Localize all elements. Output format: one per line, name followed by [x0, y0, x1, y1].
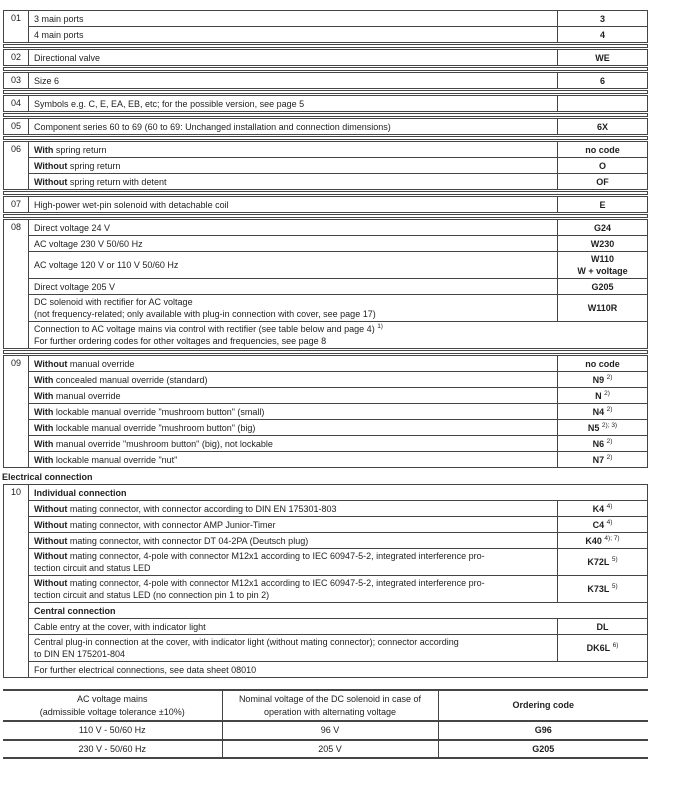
group-number: 08 [4, 220, 29, 348]
table-row [29, 485, 647, 500]
row-code: K40 $^{4); 7)}$ [557, 533, 647, 548]
group-number: 06 [4, 142, 29, 189]
ordering-group-09 [3, 355, 648, 468]
row-code: C4 $^{4)}$ [557, 517, 647, 532]
table-row [29, 575, 647, 602]
voltage-table-row [3, 721, 648, 740]
group-number: 04 [4, 96, 29, 111]
table-row [29, 602, 647, 618]
row-code: N $^{2)}$ [557, 388, 647, 403]
table-row [29, 321, 647, 348]
row-description: With manual override "mushroom button" (big), not lockable [34, 438, 273, 449]
row-description: Without spring return [34, 160, 121, 171]
row-code: N6 $^{2)}$ [557, 436, 647, 451]
table-row [29, 96, 647, 111]
row-code: OF [557, 174, 647, 189]
ordering-group-07 [3, 196, 648, 213]
row-description: Without mating connector, with connector AMP Junior-Timer [34, 519, 276, 530]
group-rows [29, 11, 647, 42]
row-description: Without mating connector, with connector DT 04-2PA (Deutsch plug) [34, 535, 309, 546]
ordering-group-04 [3, 95, 648, 112]
table-row [29, 516, 647, 532]
row-description: AC voltage 230 V 50/60 Hz [34, 238, 143, 249]
ordering-group-08 [3, 219, 648, 349]
table-row [29, 197, 647, 212]
table-row [29, 387, 647, 403]
table-row [29, 419, 647, 435]
group-rows [29, 142, 647, 189]
table-row [29, 500, 647, 516]
group-number: 01 [4, 11, 29, 42]
group-rows [29, 356, 647, 467]
group-separator [3, 67, 648, 71]
row-description: For further electrical connections, see data sheet 08010 [34, 664, 257, 675]
electrical-connection-heading: Electrical connection [2, 472, 93, 482]
table-row [29, 235, 647, 251]
table-row [29, 548, 647, 575]
ordering-group-01 [3, 10, 648, 43]
row-description: Direct voltage 24 V [34, 222, 111, 233]
row-description: Symbols e.g. C, E, EA, EB, etc; for the possible version, see page 5 [34, 98, 305, 109]
row-code: W110R [557, 295, 647, 321]
voltage-table-header-cell: AC voltage mains (admissible voltage tolerance ±10%) [3, 690, 222, 721]
ordering-group-05 [3, 118, 648, 135]
table-row [29, 356, 647, 371]
row-description: Size 6 [34, 75, 60, 86]
voltage-table-cell: 96 V [222, 721, 438, 740]
ordering-group-06 [3, 141, 648, 190]
ordering-group-10 [3, 484, 648, 678]
group-rows [29, 73, 647, 88]
group-number: 10 [4, 485, 29, 677]
row-description: Without mating connector, 4-pole with connector M12x1 according to IEC 60947-5-2, integrated interference pro- tection circuit and status LED (no connection pin 1 to pin 2) [34, 578, 485, 600]
group-separator [3, 44, 648, 48]
table-row [29, 618, 647, 634]
ac-voltage-mains-table [3, 689, 648, 759]
row-description: Connection to AC voltage mains via control with rectifier (see table below and page 4) $^{1)}$ For further ordering codes for other voltages and frequencies, see page 8 [34, 323, 383, 346]
row-code: 3 [557, 11, 647, 26]
row-code: 6X [557, 119, 647, 134]
row-description: Without spring return with detent [34, 176, 167, 187]
row-description: 4 main ports [34, 29, 84, 40]
row-description: Directional valve [34, 52, 101, 63]
group-number: 05 [4, 119, 29, 134]
row-description: Direct voltage 205 V [34, 281, 116, 292]
row-code: E [557, 197, 647, 212]
row-description: Without mating connector, 4-pole with connector M12x1 according to IEC 60947-5-2, integrated interference pro- tection circuit and status LED [34, 551, 485, 573]
group-rows [29, 96, 647, 111]
row-description: With manual override [34, 390, 121, 401]
voltage-table-cell: 110 V - 50/60 Hz [3, 721, 222, 740]
row-description: AC voltage 120 V or 110 V 50/60 Hz [34, 260, 179, 270]
row-code: G205 [557, 279, 647, 294]
table-row [29, 73, 647, 88]
table-row [29, 173, 647, 189]
row-code: G24 [557, 220, 647, 235]
row-description: Without manual override [34, 358, 135, 369]
table-row [29, 294, 647, 321]
voltage-table-header-cell: Ordering code [438, 690, 648, 721]
table-row [29, 220, 647, 235]
group-separator [3, 136, 648, 140]
ordering-code-table [3, 10, 680, 678]
table-row [29, 119, 647, 134]
row-description: With spring return [34, 144, 107, 155]
table-row [29, 371, 647, 387]
row-code: W110 W + voltage [557, 252, 647, 278]
row-description: Individual connection [34, 487, 127, 498]
group-number: 09 [4, 356, 29, 467]
voltage-table-cell: 230 V - 50/60 Hz [3, 740, 222, 759]
table-row [29, 11, 647, 26]
row-code: K73L $^{5)}$ [557, 576, 647, 602]
row-description: 3 main ports [34, 13, 84, 24]
voltage-table-cell: G96 [438, 721, 648, 740]
group-rows [29, 485, 647, 677]
table-row [29, 403, 647, 419]
row-code: 4 [557, 27, 647, 42]
row-code: DL [557, 619, 647, 634]
row-description: Central connection [34, 605, 116, 616]
row-description: With lockable manual override "nut" [34, 454, 178, 465]
row-code: N4 $^{2)}$ [557, 404, 647, 419]
row-code: WE [557, 50, 647, 65]
row-code: W230 [557, 236, 647, 251]
table-row [29, 26, 647, 42]
row-code: no code [557, 356, 647, 371]
group-separator [3, 214, 648, 218]
table-row [29, 451, 647, 467]
row-code: no code [557, 142, 647, 157]
row-code: N7 $^{2)}$ [557, 452, 647, 467]
row-code: O [557, 158, 647, 173]
table-row [29, 532, 647, 548]
voltage-table-cell: G205 [438, 740, 648, 759]
row-description: With lockable manual override "mushroom button" (small) [34, 406, 265, 417]
group-rows [29, 220, 647, 348]
voltage-table-cell: 205 V [222, 740, 438, 759]
group-rows [29, 50, 647, 65]
group-separator [3, 350, 648, 354]
row-code: K4 $^{4)}$ [557, 501, 647, 516]
group-number: 03 [4, 73, 29, 88]
row-description: With concealed manual override (standard) [34, 374, 208, 385]
ordering-group-02 [3, 49, 648, 66]
row-code: K72L $^{5)}$ [557, 549, 647, 575]
group-separator [3, 191, 648, 195]
voltage-table-header-cell: Nominal voltage of the DC solenoid in case of operation with alternating voltage [222, 690, 438, 721]
row-code: N5 $^{2); 3)}$ [557, 420, 647, 435]
group-rows [29, 197, 647, 212]
group-number: 07 [4, 197, 29, 212]
row-code [557, 96, 647, 111]
group-number: 02 [4, 50, 29, 65]
row-code: DK6L $^{6)}$ [557, 635, 647, 661]
row-description: DC solenoid with rectifier for AC voltage (not frequency-related; only available with plug-in connection with cover, see page 17) [34, 297, 376, 319]
row-description: Without mating connector, with connector according to DIN EN 175301-803 [34, 503, 337, 514]
table-row [29, 278, 647, 294]
table-row [29, 157, 647, 173]
table-row [29, 142, 647, 157]
voltage-table-header-row [3, 690, 648, 721]
row-description: Cable entry at the cover, with indicator light [34, 621, 206, 632]
table-row [29, 634, 647, 661]
table-row [29, 435, 647, 451]
row-code: 6 [557, 73, 647, 88]
row-description: With lockable manual override "mushroom button" (big) [34, 422, 256, 433]
row-code: N9 $^{2)}$ [557, 372, 647, 387]
group-rows [29, 119, 647, 134]
group-separator [3, 113, 648, 117]
ordering-group-03 [3, 72, 648, 89]
row-description: Central plug-in connection at the cover, with indicator light (without mating connector); connector according to DIN EN 175201-804 [34, 637, 459, 659]
row-description: Component series 60 to 69 (60 to 69: Unchanged installation and connection dimensions) [34, 121, 391, 132]
table-row [29, 251, 647, 278]
table-row [29, 50, 647, 65]
table-row [29, 661, 647, 677]
row-description: High-power wet-pin solenoid with detachable coil [34, 199, 229, 210]
voltage-table-row [3, 740, 648, 759]
group-separator [3, 90, 648, 94]
